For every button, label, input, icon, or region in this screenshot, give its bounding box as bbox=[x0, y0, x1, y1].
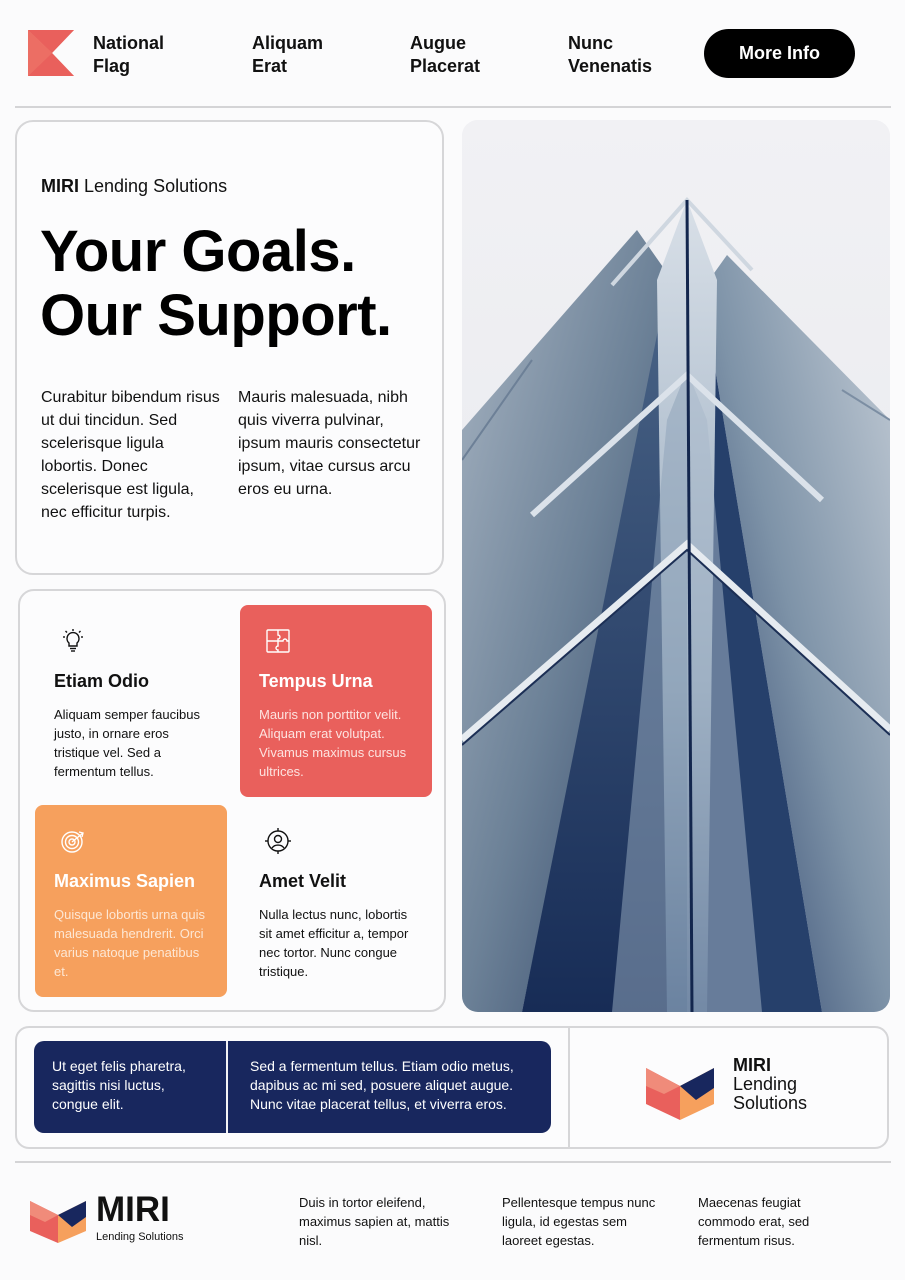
footer-brand: MIRI bbox=[96, 1190, 170, 1229]
band-brand-text bbox=[733, 1056, 807, 1113]
hero-brand-bold: MIRI bbox=[41, 176, 79, 196]
building-photo bbox=[462, 120, 890, 1012]
nav-label-line1: Aliquam bbox=[252, 33, 324, 53]
hero-title-line1: Your Goals. bbox=[40, 219, 356, 284]
target-icon bbox=[59, 827, 87, 855]
band-brand-line3: Solutions bbox=[733, 1093, 808, 1113]
skyscraper-illustration bbox=[462, 120, 890, 1012]
hero-title bbox=[40, 220, 392, 348]
hero-paragraph-left: Curabitur bibendum risus ut dui tincidun. Sed scelerisque ligula lobortis. Donec scelerisque est ligula, nec efficitur turpis. bbox=[41, 389, 220, 521]
footer-divider bbox=[15, 1161, 891, 1163]
footer-brand-sub: Lending Solutions bbox=[96, 1231, 184, 1243]
info-band-divider bbox=[226, 1041, 228, 1133]
hero-brand bbox=[41, 176, 227, 197]
nav-label-line2: Flag bbox=[93, 56, 131, 76]
nav-label-line1: Augue bbox=[410, 33, 466, 53]
footer-column-1: Duis in tortor eleifend, maximus sapien at, mattis nisl. bbox=[299, 1195, 450, 1248]
footer-column-3: Maecenas feugiat commodo erat, sed fermentum risus. bbox=[698, 1195, 810, 1248]
feature-body: Mauris non porttitor velit. Aliquam erat volutpat. Vivamus maximus cursus ultrices. bbox=[259, 707, 407, 779]
nav-label-line1: Nunc bbox=[568, 33, 613, 53]
band-brand-line1: MIRI bbox=[733, 1055, 771, 1075]
header-divider bbox=[15, 106, 891, 108]
feature-title: Etiam Odio bbox=[54, 671, 150, 691]
more-info-button[interactable]: More Info bbox=[704, 29, 855, 78]
miri-footer-logo-icon[interactable] bbox=[30, 1195, 86, 1243]
feature-body: Aliquam semper faucibus justo, in ornare eros tristique vel. Sed a fermentum tellus. bbox=[54, 707, 200, 779]
site-header bbox=[0, 0, 905, 108]
feature-body: Nulla lectus nunc, lobortis sit amet efficitur a, tempor nec tortor. Nunc congue tristique. bbox=[259, 907, 409, 979]
nav-item-augue-placerat[interactable] bbox=[410, 32, 480, 78]
hero-card bbox=[15, 120, 444, 575]
miri-logo-icon bbox=[646, 1060, 714, 1120]
feature-tile-tempus-urna bbox=[240, 605, 432, 797]
feature-body: Quisque lobortis urna quis malesuada hendrerit. Orci varius natoque penatibus et. bbox=[54, 907, 206, 979]
nav-item-aliquam-erat[interactable] bbox=[252, 32, 323, 78]
nav-label-line1: National bbox=[93, 33, 165, 53]
band-section-divider bbox=[568, 1028, 570, 1147]
nav-label-line2: Erat bbox=[252, 56, 288, 76]
feature-tile-maximus-sapien bbox=[35, 805, 227, 997]
footer-column-2: Pellentesque tempus nunc ligula, id egestas sem laoreet egestas. bbox=[502, 1195, 656, 1248]
puzzle-icon bbox=[264, 627, 292, 655]
info-band-text-left: Ut eget felis pharetra, sagittis nisi luctus, congue elit. bbox=[52, 1058, 186, 1112]
feature-title: Tempus Urna bbox=[259, 671, 373, 691]
info-band bbox=[15, 1026, 889, 1149]
hero-brand-rest: Lending Solutions bbox=[79, 176, 228, 196]
nav-label-line2: Placerat bbox=[410, 56, 481, 76]
band-brand-line2: Lending bbox=[733, 1074, 798, 1094]
feature-title: Maximus Sapien bbox=[54, 871, 196, 891]
chevron-logo-icon[interactable] bbox=[28, 30, 74, 76]
lightbulb-icon bbox=[59, 627, 87, 655]
nav-item-nunc-venenatis[interactable] bbox=[568, 32, 652, 78]
feature-tile-etiam-odio bbox=[35, 605, 227, 797]
info-band-text-right: Sed a fermentum tellus. Etiam odio metus, dapibus ac mi sed, posuere aliquet augue. Nunc vitae placerat tellus, et viverra eros. bbox=[250, 1058, 514, 1112]
features-card bbox=[18, 589, 446, 1012]
info-band-blue-panel bbox=[34, 1041, 551, 1133]
feature-title: Amet Velit bbox=[259, 871, 347, 891]
nav-item-national-flag[interactable] bbox=[93, 32, 164, 78]
user-focus-icon bbox=[264, 827, 292, 855]
hero-title-line2: Our Support. bbox=[40, 283, 392, 348]
nav-label-line2: Venenatis bbox=[568, 56, 653, 76]
hero-paragraph-right: Mauris malesuada, nibh quis viverra pulvinar, ipsum mauris consectetur ipsum, vitae cursus arcu eros eu urna. bbox=[238, 389, 421, 498]
feature-tile-amet-velit bbox=[240, 805, 432, 997]
